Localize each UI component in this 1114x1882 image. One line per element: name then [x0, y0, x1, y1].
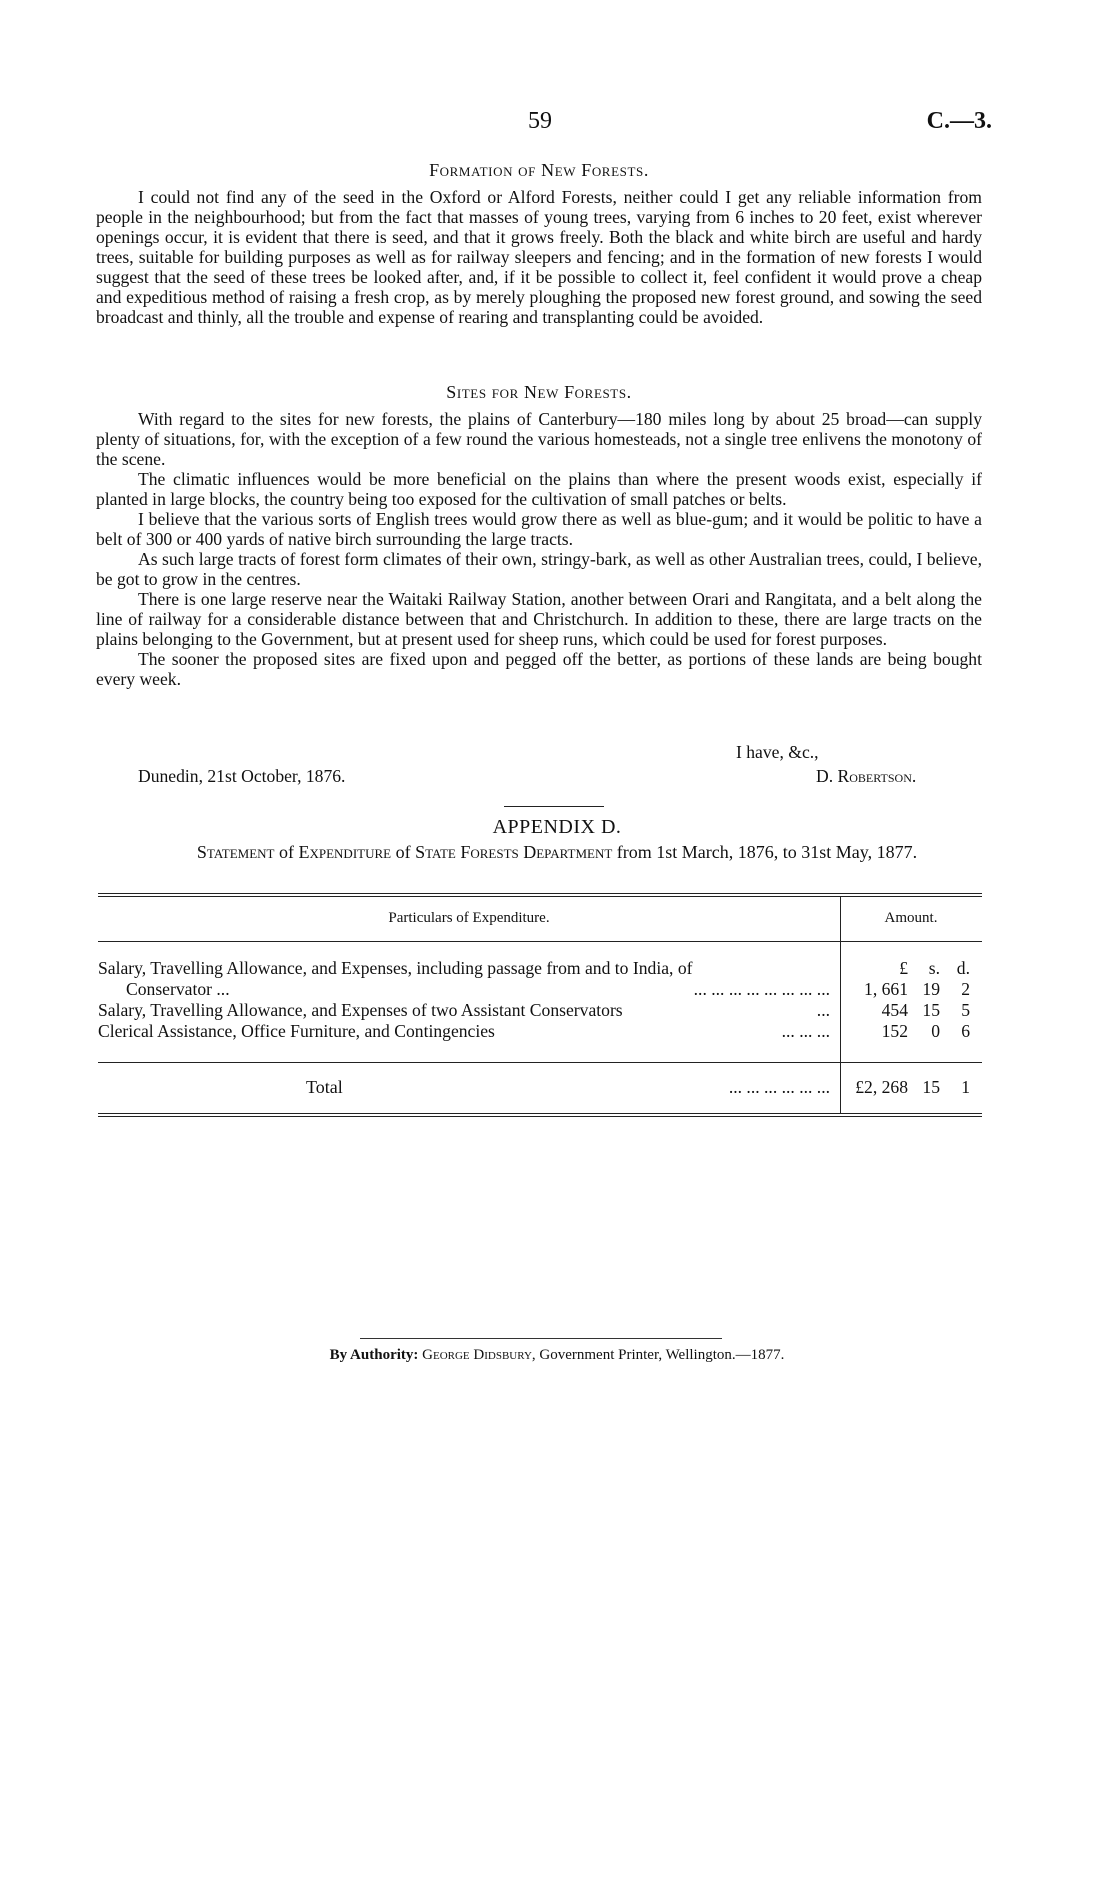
total-row [98, 1063, 982, 1113]
amount-pence: 5 [961, 1000, 970, 1020]
dot-leader: ... ... ... ... ... ... ... ... [693, 979, 830, 999]
row-description-continued: Conservator ... [126, 979, 230, 999]
total-shillings: 15 [922, 1077, 940, 1097]
statement-period: from 1st March, 1876, to 31st May, 1877. [616, 842, 918, 862]
sites-heading: Sites for New Forests. [446, 382, 632, 402]
statement-word: of [278, 842, 294, 862]
dot-leader: ... [816, 1000, 830, 1020]
sites-paragraph: There is one large reserve near the Waitaki Railway Station, another between Orari and Rangitata, and a belt along the line of railway for a considerable distance between that and Christchurch. In addition to these, there are large tracts on the plains belonging to the Government, but at present used for sheep runs, which could be used for forest purposes. [96, 589, 982, 649]
statement-department: State Forests Department [415, 842, 613, 862]
sites-section [96, 382, 982, 689]
unit-pounds: £ [899, 958, 908, 978]
dot-leader: ... ... ... [781, 1021, 830, 1041]
appendix-title: APPENDIX D. [492, 816, 622, 838]
currency-units-row [98, 958, 982, 979]
table-bottom-rule [98, 1113, 982, 1117]
total-pounds: £2, 268 [855, 1077, 908, 1097]
sites-paragraph: The climatic influences would be more beneficial on the plains than where the present woods exist, especially if planted in large blocks, the country being too exposed for the cultivation of small patches or belts. [96, 469, 982, 509]
amount-pence: 2 [961, 979, 970, 999]
header-amount: Amount. [884, 910, 938, 926]
formation-section [96, 160, 982, 327]
amount-pounds: 1, 661 [864, 979, 908, 999]
signature [816, 766, 916, 787]
total-label: Total [306, 1077, 343, 1097]
divider [504, 806, 604, 807]
page-number: 59 [528, 108, 552, 134]
sites-paragraph: As such large tracts of forest form climates of their own, stringy-bark, as well as other Australian trees, could, I believe, be got to grow in the centres. [96, 549, 982, 589]
row-description: Salary, Travelling Allowance, and Expenses of two Assistant Conservators [98, 1000, 623, 1020]
place-and-date: Dunedin, 21st October, 1876. [138, 766, 346, 786]
statement-word: of [395, 842, 411, 862]
table-row [98, 1021, 982, 1042]
dot-leader: ... ... ... ... ... ... [728, 1077, 830, 1097]
imprint-rest: Government Printer, Wellington.—1877. [539, 1347, 785, 1363]
table-row [98, 1000, 982, 1021]
letter-signoff [96, 742, 982, 788]
statement-word: Expenditure [298, 842, 392, 862]
document-reference: C.—3. [926, 108, 992, 134]
sites-paragraph: I believe that the various sorts of English trees would grow there as well as blue-gum; and it would be politic to have a belt of 300 or 400 yards of native birch surrounding the large tracts. [96, 509, 982, 549]
closing-line: I have, &c., [736, 742, 819, 762]
unit-pence: d. [956, 958, 970, 978]
page-header [0, 108, 1114, 138]
printer-imprint [0, 1347, 1114, 1364]
formation-heading: Formation of New Forests. [429, 160, 649, 180]
amount-shillings: 0 [931, 1021, 940, 1041]
header-particulars: Particulars of Expenditure. [388, 910, 550, 926]
statement-word: Statement [196, 842, 275, 862]
column-divider [840, 1063, 841, 1113]
amount-pounds: 454 [881, 1000, 908, 1020]
signature-name: Robertson. [837, 766, 917, 786]
statement-title [120, 842, 994, 863]
row-description: Clerical Assistance, Office Furniture, and Contingencies [98, 1021, 495, 1041]
amount-pence: 6 [961, 1021, 970, 1041]
sites-paragraph: With regard to the sites for new forests, the plains of Canterbury—180 miles long by about 25 broad—can supply plenty of situations, for, with the exception of a few round the various homesteads, not a single tree enlivens the monotony of the scene. [96, 409, 982, 469]
amount-shillings: 19 [922, 979, 940, 999]
table-header [98, 897, 982, 941]
table-row [98, 979, 982, 1000]
formation-paragraph: I could not find any of the seed in the Oxford or Alford Forests, neither could I get any reliable information from people in the neighbourhood; but from the fact that masses of young trees, varying from 6 inches to 20 feet, exist wherever openings occur, it is evident that there is seed, and that it grows freely. Both the black and white birch are useful and hardy trees, suitable for building purposes as well as for railway sleepers and fencing; and in the formation of new forests I would suggest that the seed of these trees be looked after, and, if it be possible to collect it, feel confident it would prove a cheap and expeditious method of raising a fresh crop, as by merely ploughing the proposed new forest ground, and sowing the seed broadcast and thinly, all the trouble and expense of rearing and transplanting could be avoided. [96, 187, 982, 327]
amount-shillings: 15 [922, 1000, 940, 1020]
signature-initial: D. [816, 766, 834, 786]
sites-paragraph: The sooner the proposed sites are fixed upon and pegged off the better, as portions of these lands are being bought every week. [96, 649, 982, 689]
footer-rule [360, 1338, 722, 1339]
unit-shillings: s. [928, 958, 940, 978]
total-pence: 1 [961, 1077, 970, 1097]
expenditure-table [98, 893, 982, 1117]
row-description: Salary, Travelling Allowance, and Expenses, including passage from and to India, of [98, 958, 693, 978]
imprint-prefix: By Authority: [329, 1347, 419, 1363]
column-divider [840, 897, 841, 941]
amount-pounds: 152 [881, 1021, 908, 1041]
table-body [98, 942, 982, 1062]
printer-name: George Didsbury, [422, 1347, 536, 1363]
